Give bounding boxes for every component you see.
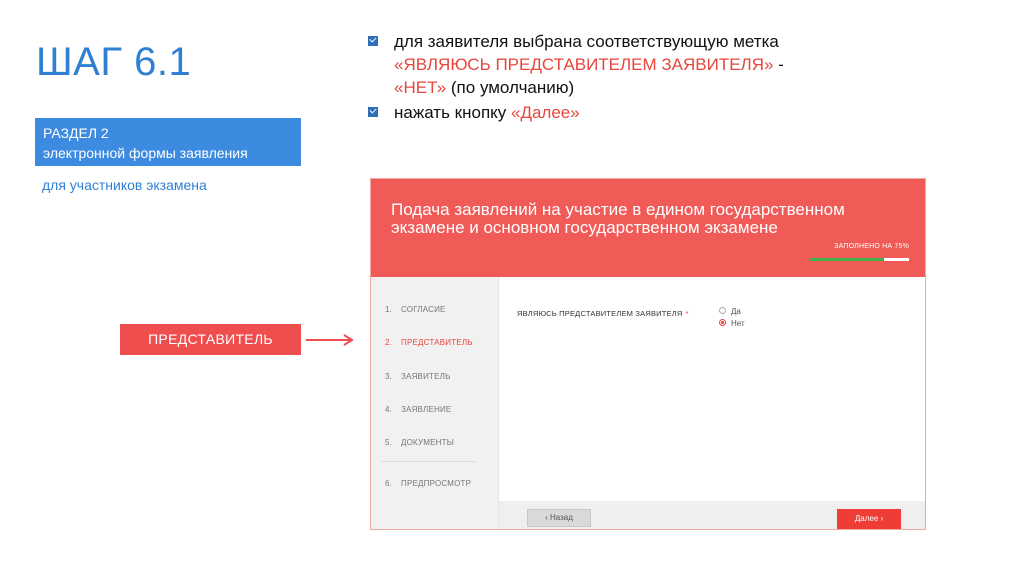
step-title: ШАГ 6.1 bbox=[36, 40, 192, 84]
radio-no[interactable] bbox=[719, 319, 745, 328]
sidebar-item-applicant[interactable] bbox=[385, 372, 451, 381]
step-label: ЗАЯВИТЕЛЬ bbox=[401, 372, 451, 381]
sidebar-item-consent[interactable] bbox=[385, 305, 446, 314]
step-number: 1. bbox=[385, 305, 393, 314]
instruction-list bbox=[368, 30, 928, 124]
step-label: ПРЕДСТАВИТЕЛЬ bbox=[401, 338, 473, 347]
sidebar-divider bbox=[381, 461, 477, 462]
sidebar-item-representative[interactable] bbox=[385, 338, 473, 347]
step-label: ПРЕДПРОСМОТР bbox=[401, 479, 472, 488]
next-button[interactable]: Далее › bbox=[837, 509, 901, 529]
step-number: 2. bbox=[385, 338, 393, 347]
step-label: ДОКУМЕНТЫ bbox=[401, 438, 455, 447]
radio-yes[interactable] bbox=[719, 307, 741, 316]
progress-label: ЗАПОЛНЕНО НА 75% bbox=[834, 243, 909, 250]
radio-no-label: Нет bbox=[731, 319, 745, 328]
instruction-1-red: «ЯВЛЯЮСЬ ПРЕДСТАВИТЕЛЕМ ЗАЯВИТЕЛЯ» bbox=[394, 55, 774, 74]
field-label-text: ЯВЛЯЮСЬ ПРЕДСТАВИТЕЛЕМ ЗАЯВИТЕЛЯ bbox=[517, 309, 683, 318]
checkbox-icon bbox=[368, 36, 378, 46]
form-header bbox=[371, 179, 925, 277]
section-line1: РАЗДЕЛ 2 bbox=[43, 125, 109, 141]
instruction-1-red2: «НЕТ» bbox=[394, 78, 447, 97]
progress-bar bbox=[809, 258, 909, 261]
step-number: 5. bbox=[385, 438, 393, 447]
instruction-item-2 bbox=[368, 101, 928, 124]
radio-yes-label: Да bbox=[731, 307, 741, 316]
representative-callout: ПРЕДСТАВИТЕЛЬ bbox=[120, 324, 301, 355]
instruction-2-text: нажать кнопку bbox=[394, 103, 511, 122]
instruction-1-text: для заявителя выбрана соответствующую метка bbox=[394, 32, 779, 51]
sidebar-item-preview[interactable] bbox=[385, 479, 471, 488]
radio-circle-icon bbox=[719, 307, 726, 314]
step-number: 3. bbox=[385, 372, 393, 381]
participants-caption: для участников экзамена bbox=[42, 177, 207, 193]
representative-field-label bbox=[517, 309, 689, 318]
step-number: 6. bbox=[385, 479, 393, 488]
back-button[interactable]: ‹ Назад bbox=[527, 509, 591, 527]
form-screenshot bbox=[370, 178, 926, 530]
form-title: Подача заявлений на участие в едином государственном экзамене и основном государственном экзамене bbox=[391, 200, 845, 237]
step-label: СОГЛАСИЕ bbox=[401, 305, 446, 314]
progress-fill bbox=[809, 258, 884, 261]
radio-selected-icon bbox=[719, 319, 726, 326]
required-mark: * bbox=[685, 309, 689, 318]
section-box bbox=[35, 118, 301, 166]
sidebar-item-application[interactable] bbox=[385, 405, 451, 414]
instruction-2-red: «Далее» bbox=[511, 103, 580, 122]
step-label: ЗАЯВЛЕНИЕ bbox=[401, 405, 452, 414]
instruction-1-tail: (по умолчанию) bbox=[446, 78, 575, 97]
step-number: 4. bbox=[385, 405, 393, 414]
checkbox-icon bbox=[368, 107, 378, 117]
sidebar-item-documents[interactable] bbox=[385, 438, 454, 447]
instruction-item-1 bbox=[368, 30, 928, 99]
arrow-right-icon bbox=[306, 333, 358, 347]
section-line2: электронной формы заявления bbox=[43, 145, 248, 161]
instruction-1-dash: - bbox=[773, 55, 784, 74]
steps-sidebar bbox=[371, 277, 499, 529]
